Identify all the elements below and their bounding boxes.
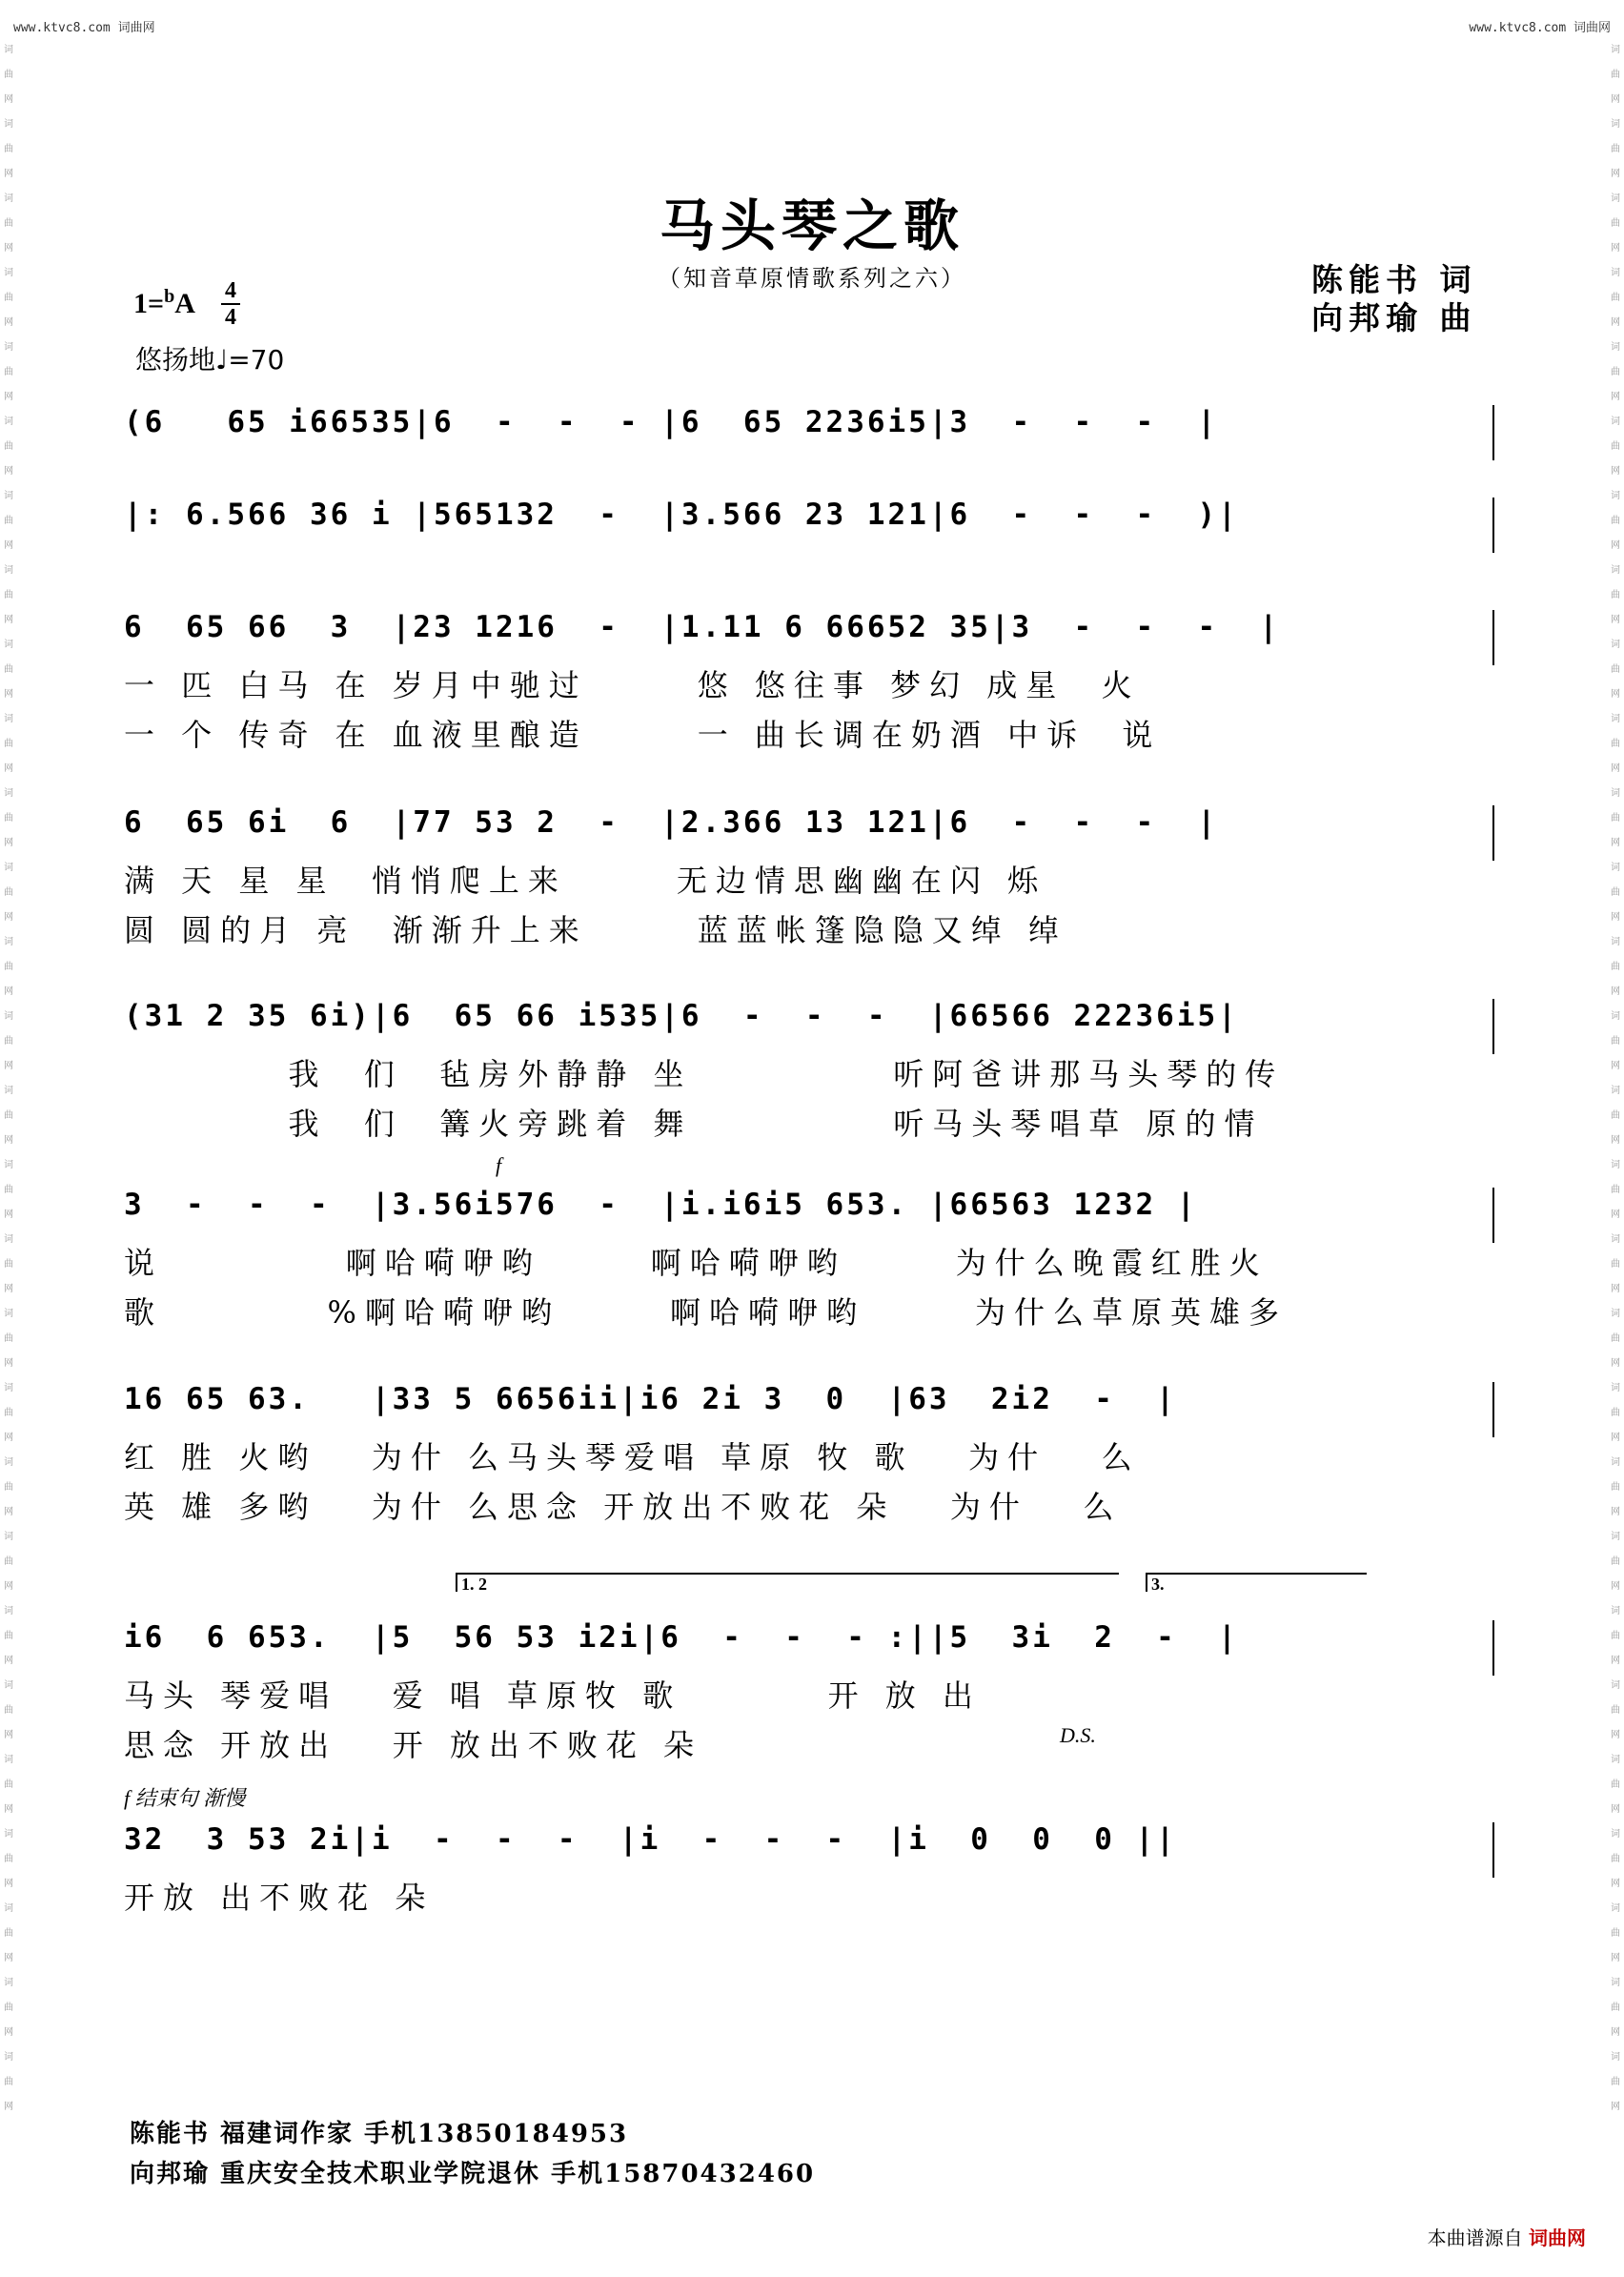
side-watermark-right: 词曲网词曲网词曲网词曲网词曲网词曲网词曲网词曲网词曲网词曲网词曲网词曲网词曲网词曲网词曲网词曲网词曲网词曲网词曲网词曲网词曲网词曲网词曲网词曲网词曲网词曲网词曲网词曲网: [1611, 45, 1620, 2112]
notation-line: (31 2 35 6i)|6 65 66 i535|6 - - - |66566 22236i5|: [124, 999, 1239, 1033]
score-row: [124, 805, 1506, 948]
lyric-verse-1: 马头 琴爱唱 爱 唱 草原牧 歌 开 放 出: [124, 1677, 982, 1714]
lyric-verse-1: 红 胜 火哟 为什 么马头琴爱唱 草原 牧 歌 为什 么: [124, 1439, 1141, 1475]
lyric-verse-2: 我 们 篝火旁跳着 舞 听马头琴唱草 原的情: [124, 1106, 1264, 1142]
time-top: 4: [225, 278, 236, 303]
bar-line: [1492, 1620, 1494, 1676]
lyric-verse-1: 说 啊哈嗬咿哟 啊哈嗬咿哟 为什么晚霞红胜火: [124, 1245, 1269, 1281]
bar-line: [1492, 498, 1494, 553]
lyric-verse-2: 圆 圆的月 亮 渐渐升上来 蓝蓝帐篷隐隐又绰 绰: [124, 912, 1067, 948]
lyric-verse-2: 一 个 传奇 在 血液里酿造 一 曲长调在奶酒 中诉 说: [124, 717, 1162, 753]
tempo-marking: 悠扬地♩=70: [135, 344, 285, 376]
score-row: [124, 1822, 1506, 1916]
ending-instruction: f 结束句 渐慢: [124, 1786, 246, 1810]
source-brand: 词曲网: [1529, 2226, 1586, 2249]
bar-line: [1492, 1822, 1494, 1878]
score-row: [124, 1382, 1506, 1525]
lyricist-credit: 陈能书 词: [1311, 261, 1477, 298]
lyric-verse-1: 一 匹 白马 在 岁月中驰过 悠 悠往事 梦幻 成星 火: [124, 667, 1141, 703]
watermark-left: www.ktvc8.com 词曲网: [13, 21, 155, 35]
score-row: [124, 610, 1506, 753]
composer-credit: 向邦瑜 曲: [1311, 299, 1477, 336]
lyric-verse-1: 开放 出不败花 朵: [124, 1880, 435, 1916]
time-bottom: 4: [221, 303, 240, 330]
score-row: [124, 405, 1506, 462]
bar-line: [1492, 999, 1494, 1054]
notation-line: |: 6.566 36 i |565132 - |3.566 23 121|6 - - - )|: [124, 498, 1239, 532]
lyric-verse-1: 我 们 毡房外静静 坐 听阿爸讲那马头琴的传: [124, 1056, 1285, 1092]
lyric-verse-1: 满 天 星 星 悄悄爬上来 无边情思幽幽在闪 烁: [124, 863, 1047, 899]
key-note: A: [174, 288, 195, 319]
song-title: 马头琴之歌: [659, 193, 964, 258]
bar-line: [1492, 805, 1494, 861]
notation-line: 32 3 53 2i|i - - - |i - - - |i 0 0 0 ||: [124, 1822, 1177, 1857]
lyric-verse-2: 英 雄 多哟 为什 么思念 开放出不败花 朵 为什 么: [124, 1489, 1123, 1525]
score-row: [124, 1188, 1506, 1331]
footer-lyricist: 陈能书 福建词作家 手机13850184953: [130, 2120, 629, 2148]
watermark-right: www.ktvc8.com 词曲网: [1469, 21, 1611, 35]
key-prefix: 1=: [133, 288, 165, 319]
score-row: [124, 498, 1506, 555]
lyric-verse-2: 歌 %啊哈嗬咿哟 啊哈嗬咿哟 为什么草原英雄多: [124, 1294, 1289, 1331]
side-watermark-left: 词曲网词曲网词曲网词曲网词曲网词曲网词曲网词曲网词曲网词曲网词曲网词曲网词曲网词曲网词曲网词曲网词曲网词曲网词曲网词曲网词曲网词曲网词曲网词曲网词曲网词曲网词曲网词曲网: [4, 45, 13, 2112]
notation-line: 16 65 63. |33 5 6656ii|i6 2i 3 0 |63 2i2 - |: [124, 1382, 1177, 1416]
lyric-verse-2: 思念 开放出 开 放出不败花 朵: [124, 1727, 849, 1763]
time-signature: [221, 278, 240, 330]
ds-marking: D.S.: [1060, 1723, 1096, 1747]
source-credit: [1428, 2223, 1586, 2250]
song-subtitle: （知音草原情歌系列之六）: [658, 265, 966, 292]
notation-line: i6 6 653. |5 56 53 i2i|6 - - - :||5 3i 2 - |: [124, 1620, 1239, 1655]
source-prefix: 本曲谱源自: [1427, 2226, 1523, 2249]
notation-line: 6 65 66 3 |23 1216 - |1.11 6 66652 35|3 - - - |: [124, 610, 1281, 644]
bar-line: [1492, 405, 1494, 460]
footer-composer: 向邦瑜 重庆安全技术职业学院退休 手机15870432460: [130, 2160, 816, 2188]
forte-marking: f: [496, 1153, 502, 1177]
notation-line: 3 - - - |3.56i576 - |i.i6i5 653. |66563 1232 |: [124, 1188, 1198, 1222]
notation-line: (6 65 i66535|6 - - - |6 65 2236i5|3 - - - |: [124, 405, 1219, 439]
bar-line: [1492, 1188, 1494, 1243]
score-row: [124, 999, 1506, 1142]
key-flat: b: [164, 286, 175, 307]
volta-3: 3.: [1146, 1573, 1367, 1592]
key-signature: [133, 286, 195, 320]
notation-line: 6 65 6i 6 |77 53 2 - |2.366 13 121|6 - - - |: [124, 805, 1219, 840]
bar-line: [1492, 1382, 1494, 1437]
bar-line: [1492, 610, 1494, 665]
volta-1-2: 1. 2: [456, 1573, 1119, 1592]
